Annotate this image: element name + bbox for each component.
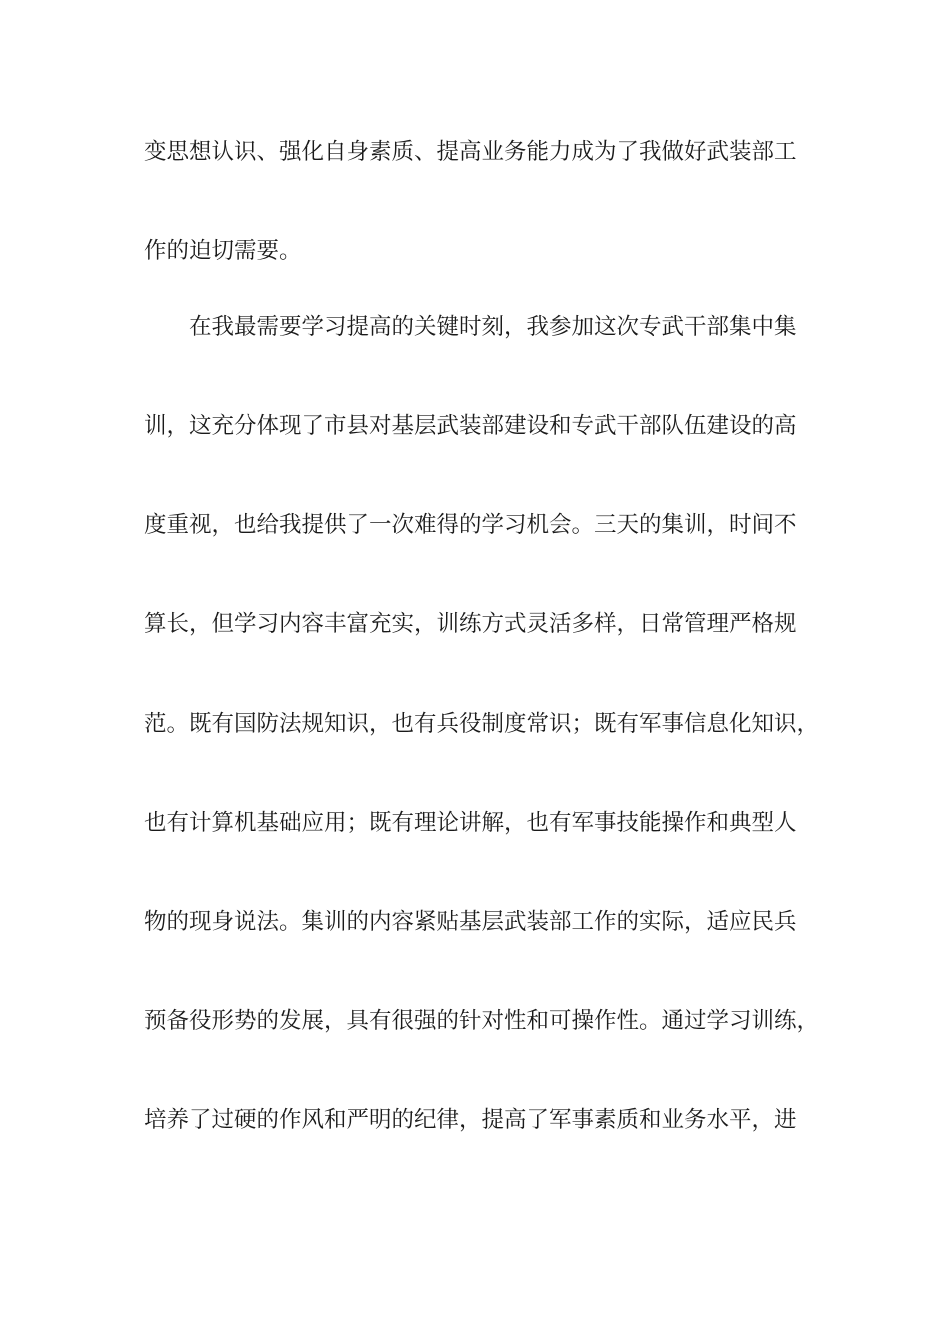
paragraph-first-line: 在我最需要学习提高的关键时刻，我参加这次专武干部集中集 [189,314,797,340]
text-line: 也有计算机基础应用；既有理论讲解，也有军事技能操作和典型人 [144,810,797,836]
text-line: 物的现身说法。集训的内容紧贴基层武装部工作的实际，适应民兵 [144,909,797,935]
text-line: 度重视，也给我提供了一次难得的学习机会。三天的集训，时间不 [144,512,797,538]
text-line: 预备役形势的发展，具有很强的针对性和可操作性。通过学习训练， [144,1008,820,1034]
text-line: 作的迫切需要。 [144,238,302,264]
text-line: 算长，但学习内容丰富充实，训练方式灵活多样，日常管理严格规 [144,611,797,637]
text-line: 训，这充分体现了市县对基层武装部建设和专武干部队伍建设的高 [144,413,797,439]
text-line: 变思想认识、强化自身素质、提高业务能力成为了我做好武装部工 [144,139,797,165]
text-line: 范。既有国防法规知识，也有兵役制度常识；既有军事信息化知识， [144,711,820,737]
text-line: 培养了过硬的作风和严明的纪律，提高了军事素质和业务水平，进 [144,1107,797,1133]
